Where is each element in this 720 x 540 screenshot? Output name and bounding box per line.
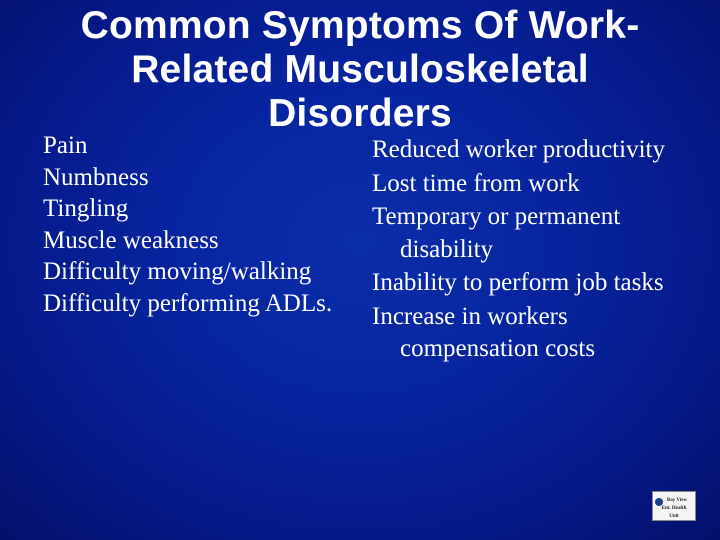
list-item: Increase in workers compensation costs: [372, 302, 596, 362]
list-item: Pain: [43, 132, 88, 159]
list-item: Lost time from work: [372, 169, 580, 197]
consequences-list: [372, 134, 692, 367]
slide-title: Common Symptoms Of Work-Related Musculoskeletal Disorders: [80, 4, 640, 135]
list-item: Temporary or permanent disability: [372, 203, 621, 263]
list-item: Difficulty performing ADLs.: [43, 289, 333, 317]
symptoms-list: [43, 130, 363, 319]
organization-logo-icon: [652, 491, 696, 521]
list-item: Muscle weakness: [43, 226, 219, 254]
logo-line-3: Unit: [669, 514, 679, 519]
list-item: Inability to perform job tasks: [372, 269, 664, 296]
list-item: Difficulty moving/walking: [43, 258, 312, 285]
list-item: Reduced worker productivity: [372, 136, 665, 163]
list-item: Tingling: [43, 195, 129, 222]
logo-line-2: Ent. Health: [661, 506, 687, 511]
list-item: Numbness: [43, 163, 149, 191]
logo-line-1: Bay View: [666, 498, 688, 503]
